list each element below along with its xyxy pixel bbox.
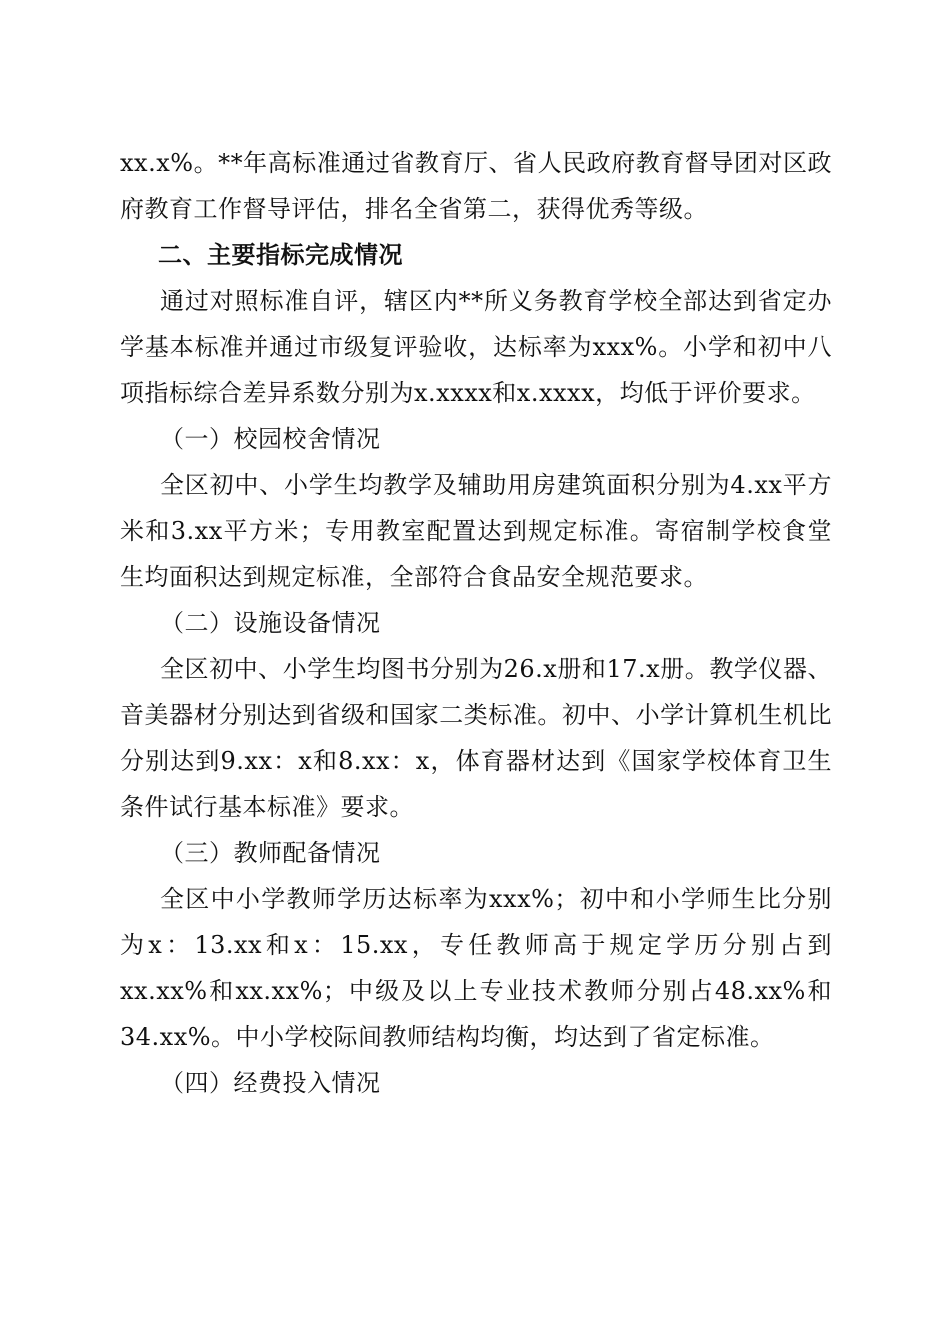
subheading-funding: （四）经费投入情况 <box>160 1069 381 1097</box>
document-page <box>120 140 832 1106</box>
paragraph-self-evaluation: 通过对照标准自评，辖区内**所义务教育学校全部达到省定办学基本标准并通过市级复评验收，达标率为xxx%。小学和初中八项指标综合差异系数分别为x.xxxx和x.xxxx，均低于评价要求。 <box>120 287 832 407</box>
subheading-facilities: （二）设施设备情况 <box>160 609 381 637</box>
section-heading-main-indicators: 二、主要指标完成情况 <box>158 241 403 269</box>
paragraph-teachers: 全区中小学教师学历达标率为xxx%；初中和小学师生比分别为x：13.xx和x：15.xx，专任教师高于规定学历分别占到xx.xx%和xx.xx%；中级及以上专业技术教师分别占48.xx%和34.xx%。中小学校际间教师结构均衡，均达到了省定标准。 <box>120 885 832 1051</box>
paragraph-continued: xx.x%。**年高标准通过省教育厅、省人民政府教育督导团对区政府教育工作督导评估，排名全省第二，获得优秀等级。 <box>120 149 832 223</box>
subheading-teachers: （三）教师配备情况 <box>160 839 381 867</box>
subheading-campus: （一）校园校舍情况 <box>160 425 381 453</box>
paragraph-facilities: 全区初中、小学生均图书分别为26.x册和17.x册。教学仪器、音美器材分别达到省级和国家二类标准。初中、小学计算机生机比分别达到9.xx：x和8.xx：x，体育器材达到《国家学校体育卫生条件试行基本标准》要求。 <box>120 655 832 821</box>
paragraph-campus: 全区初中、小学生均教学及辅助用房建筑面积分别为4.xx平方米和3.xx平方米；专用教室配置达到规定标准。寄宿制学校食堂生均面积达到规定标准，全部符合食品安全规范要求。 <box>120 471 832 591</box>
